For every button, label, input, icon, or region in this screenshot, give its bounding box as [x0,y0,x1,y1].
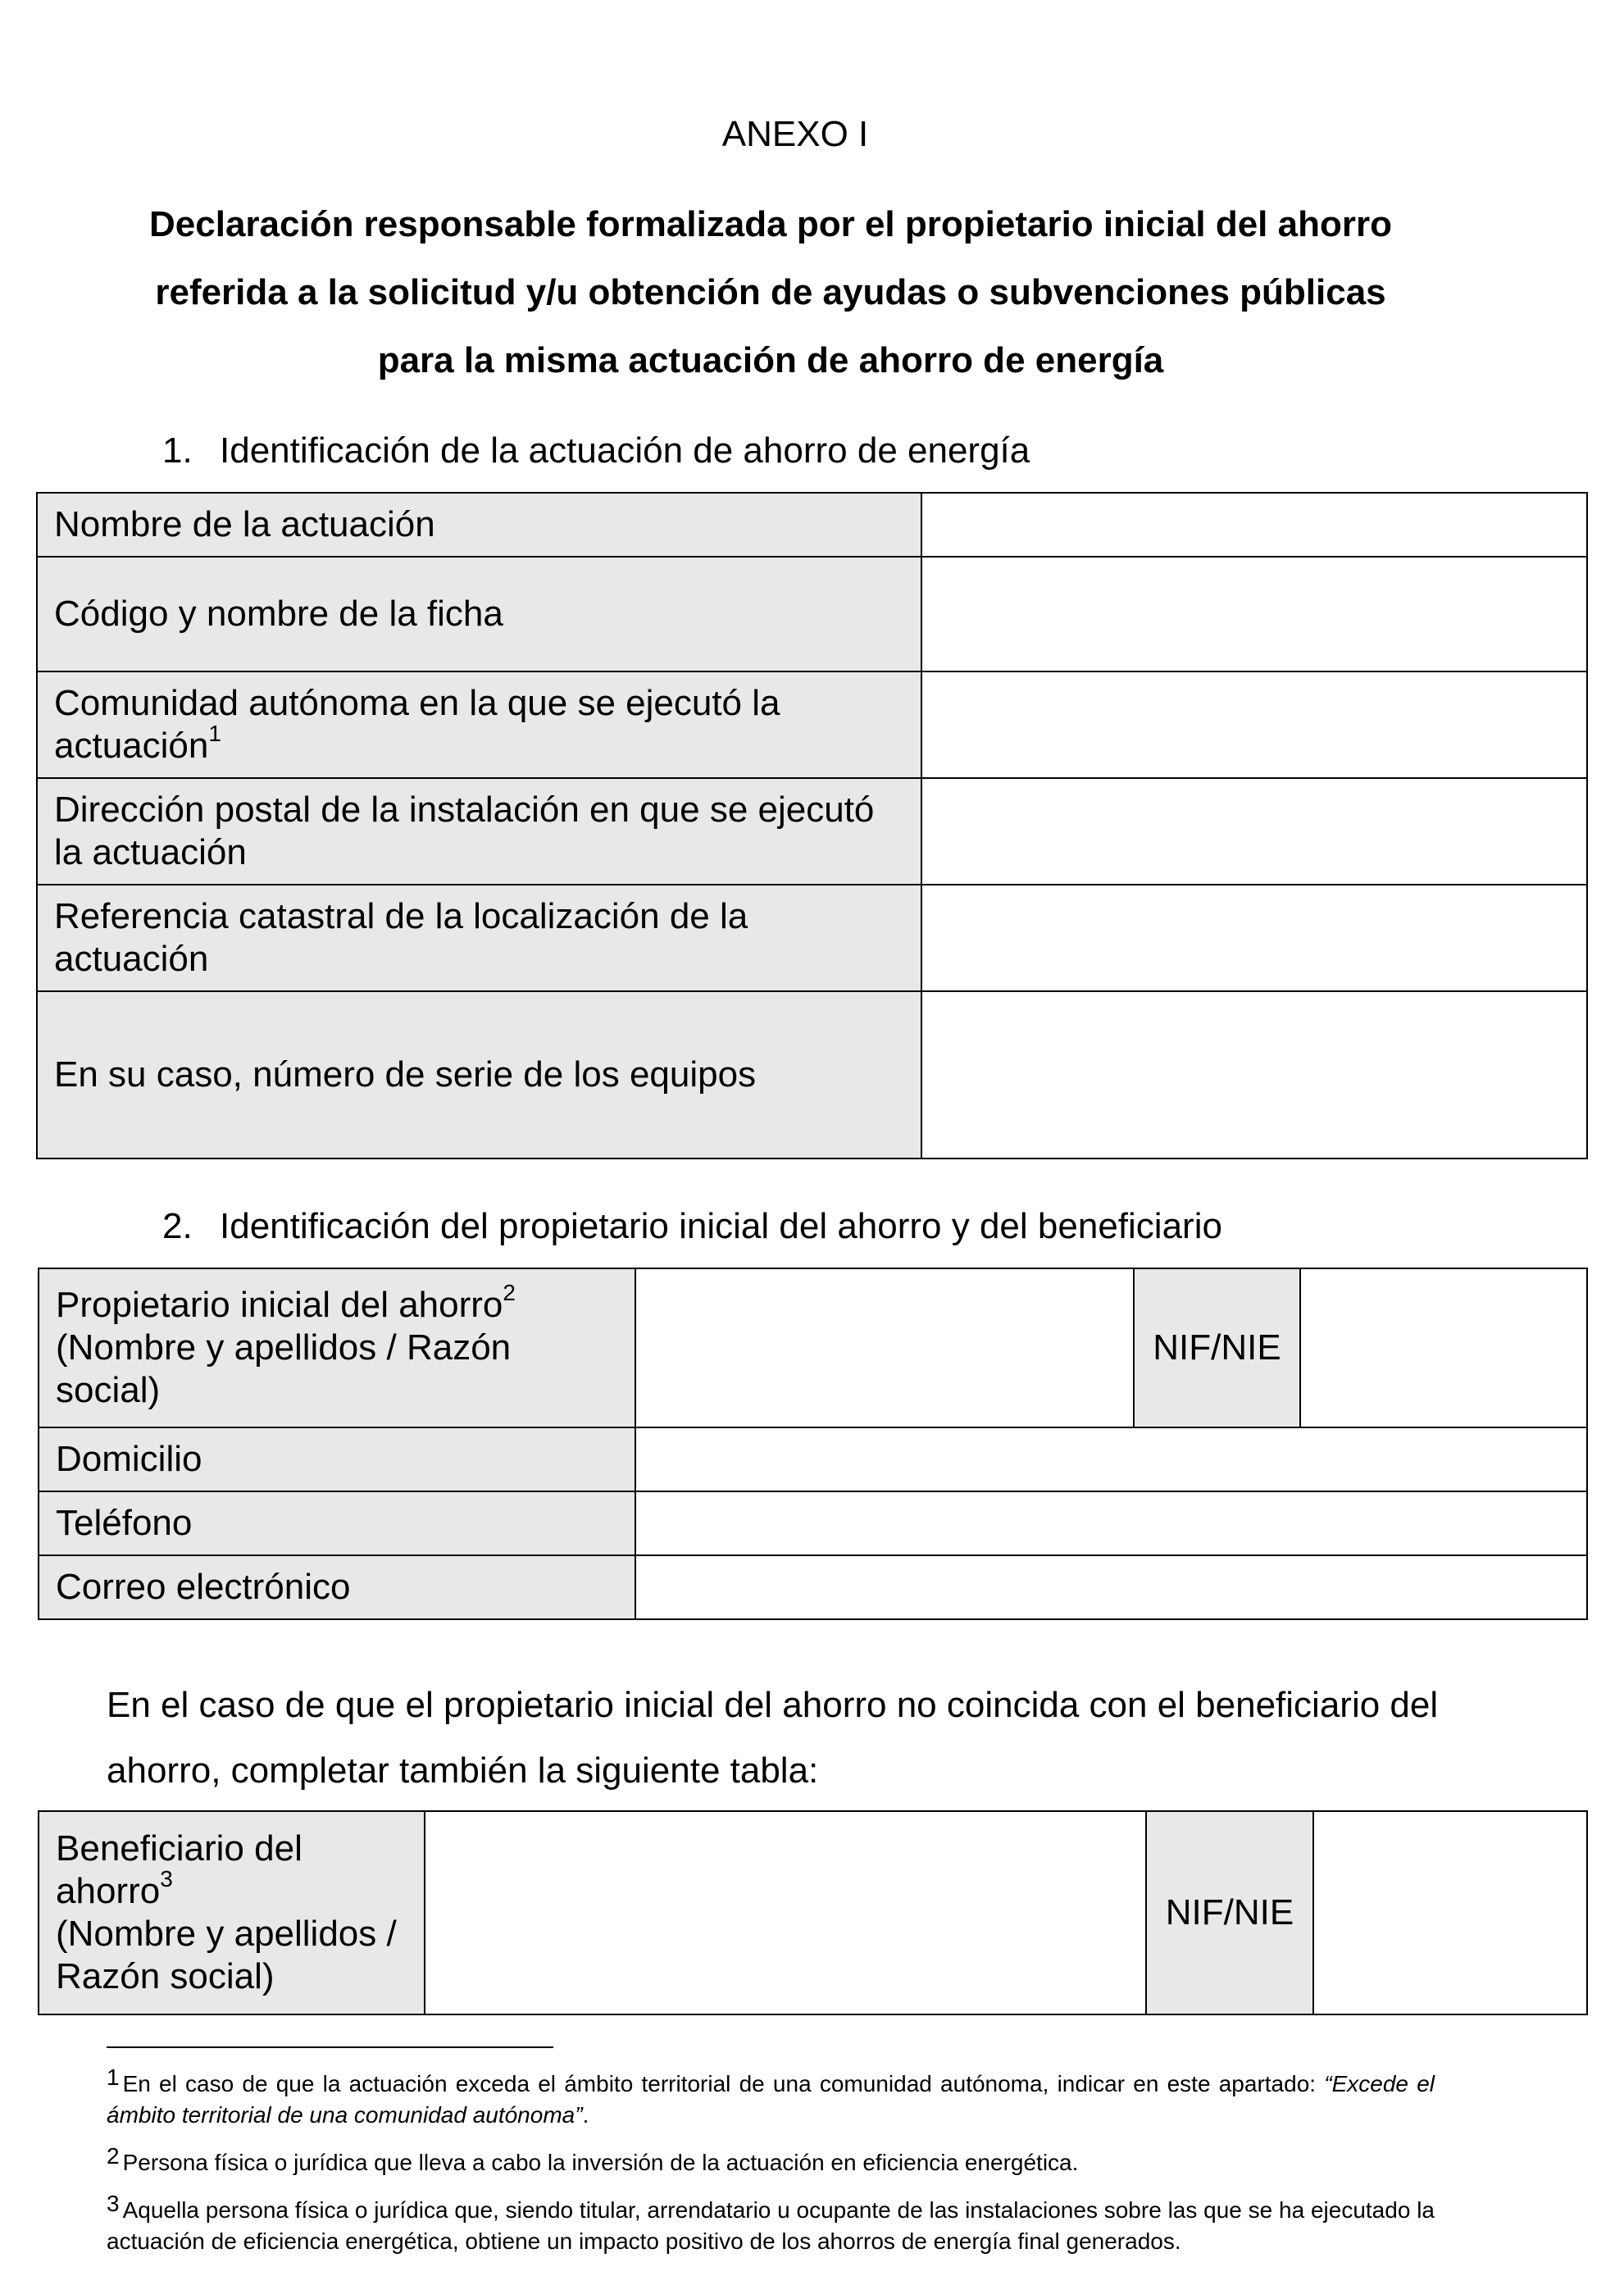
row-label: Correo electrónico [39,1555,635,1619]
row-label: Beneficiario del ahorro$^3$ (Nombre y apellidos / Razón social) [39,1811,425,2014]
beneficiary-table [38,1810,1588,2015]
row-label: Teléfono [39,1491,635,1555]
row-label: Comunidad autónoma en la que se ejecutó la actuación$^1$ [37,671,921,778]
phone-field[interactable] [635,1491,1587,1555]
owner-name-field[interactable] [635,1268,1134,1427]
nif-label: NIF/NIE [1134,1268,1300,1427]
action-identification-table [36,492,1588,1159]
action-name-field[interactable] [921,493,1587,557]
nif-label: NIF/NIE [1146,1811,1313,2014]
footnotes [107,2062,1435,2267]
row-label: Dirección postal de la instalación en que se ejecutó la actuación [37,778,921,885]
row-label: Código y nombre de la ficha [37,557,921,671]
section-title: Identificación del propietario inicial del ahorro y del beneficiario [220,1206,1222,1246]
beneficiary-nif-field[interactable] [1313,1811,1587,2014]
postal-address-field[interactable] [921,778,1587,885]
section-number: 1. [162,430,193,471]
row-label: Referencia catastral de la localización de la actuación [37,885,921,991]
row-label: Nombre de la actuación [37,493,921,557]
row-label: Domicilio [39,1427,635,1491]
region-field[interactable] [921,671,1587,778]
footnote-divider [107,2046,553,2048]
address-field[interactable] [635,1427,1587,1491]
owner-identification-table [38,1268,1588,1620]
section-2-heading [162,1205,1222,1248]
heading-line: para la misma actuación de ahorro de energía [377,340,1164,380]
cadastral-reference-field[interactable] [921,885,1587,991]
row-label: En su caso, número de serie de los equipos [37,991,921,1158]
beneficiary-name-field[interactable] [425,1811,1146,2014]
beneficiary-instruction: En el caso de que el propietario inicial del ahorro no coincida con el beneficiario del ahorro, completar también la siguiente tabla: [107,1685,1439,1791]
document-heading [82,190,1459,394]
heading-line: Declaración responsable formalizada por el propietario inicial del ahorro [149,204,1392,244]
sheet-code-field[interactable] [921,557,1587,671]
footnote: 1 En el caso de que la actuación exceda el ámbito territorial de una comunidad autónoma, indicar en este apartado: “Excede el ámbito territorial de una comunidad autónoma”. [107,2064,1435,2128]
footnote-marker: 1 [208,721,221,747]
section-1-heading [162,430,1030,472]
owner-nif-field[interactable] [1300,1268,1587,1427]
footnote: 2 Persona física o jurídica que lleva a cabo la inversión de la actuación en eficiencia energética. [107,2143,1079,2175]
email-field[interactable] [635,1555,1587,1619]
section-number: 2. [162,1206,193,1246]
heading-line: referida a la solicitud y/u obtención de ayudas o subvenciones públicas [155,272,1386,312]
section-title: Identificación de la actuación de ahorro de energía [220,430,1030,471]
footnote: 3 Aquella persona física o jurídica que, siendo titular, arrendatario u ocupante de las instalaciones sobre las que se ha ejecutado la actuación de eficiencia energética, obtiene un impacto positivo de los ahorros de energía final generados. [107,2191,1435,2254]
footnote-marker: 3 [160,1866,173,1892]
page-title: ANEXO I [721,114,869,154]
equipment-serial-field[interactable] [921,991,1587,1158]
footnote-marker: 2 [503,1280,516,1306]
row-label: Propietario inicial del ahorro$^2$ (Nombre y apellidos / Razón social) [39,1268,635,1427]
